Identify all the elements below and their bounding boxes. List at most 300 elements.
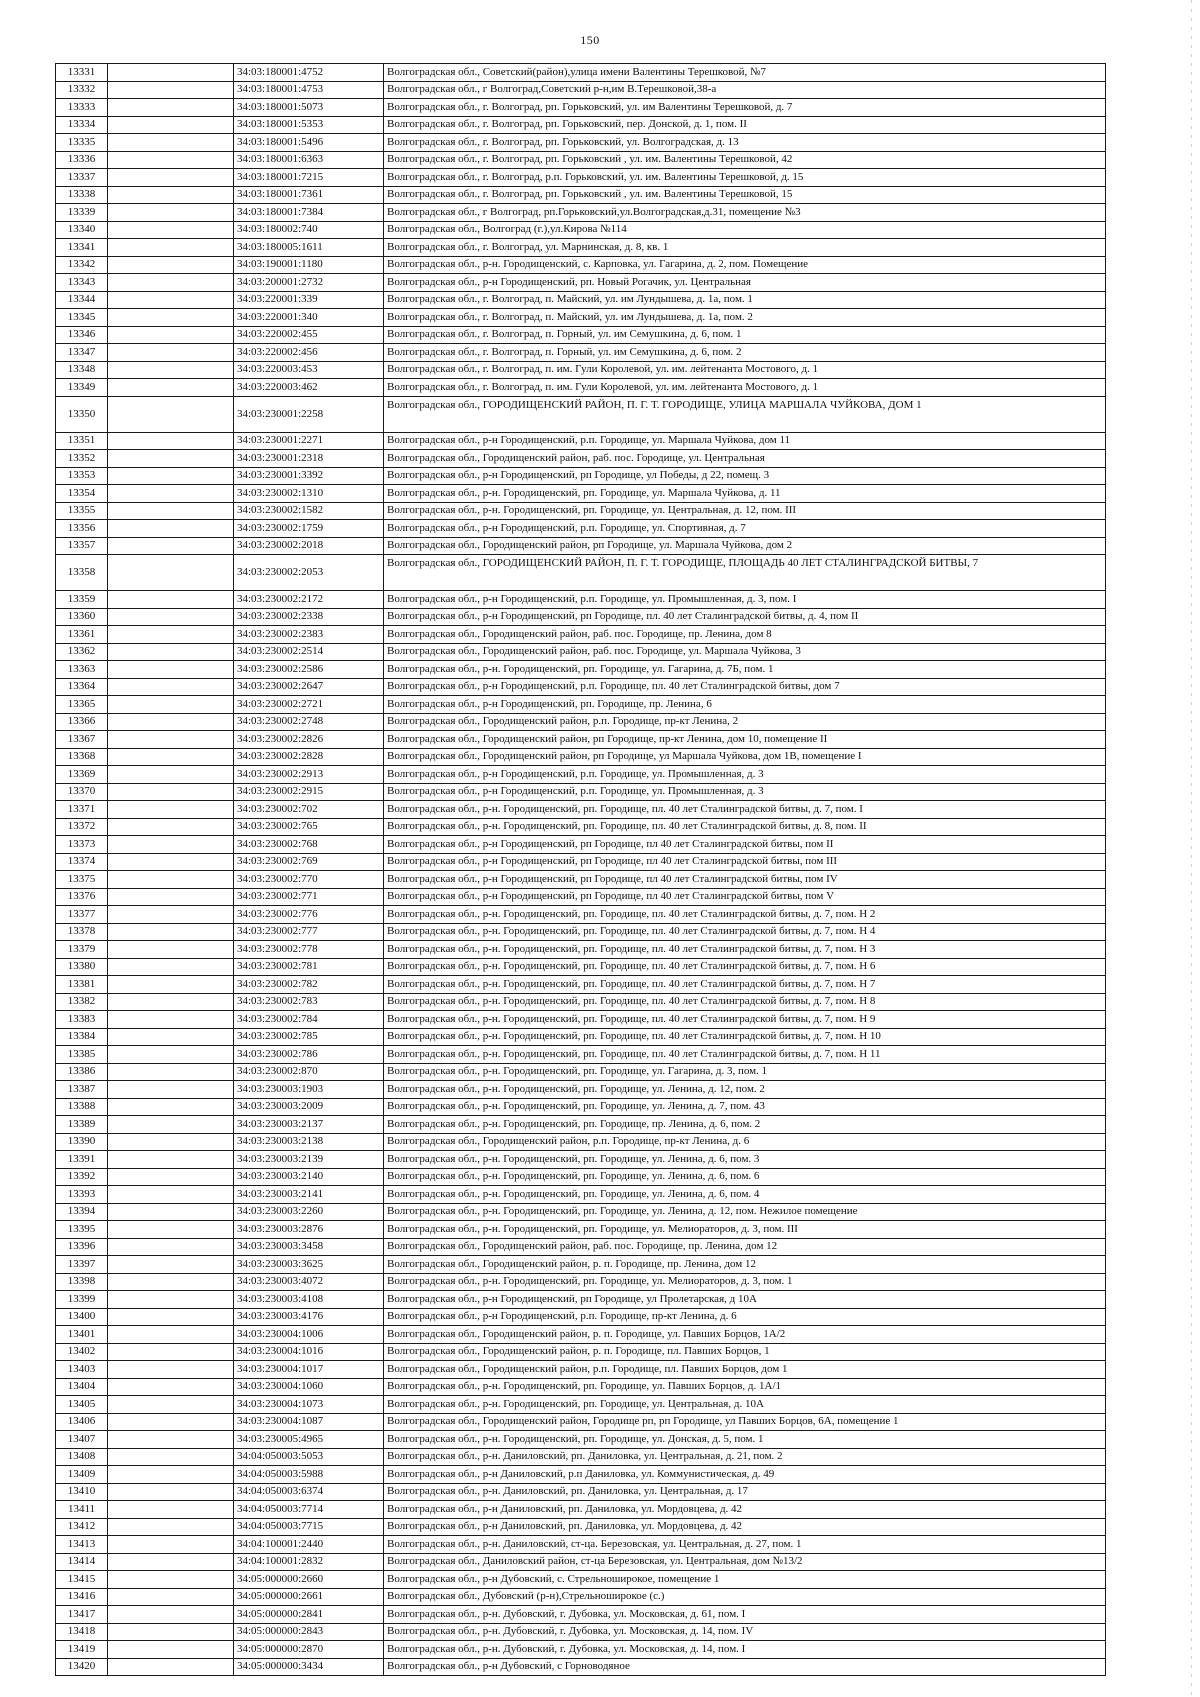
row-number: 13336 [56, 151, 108, 169]
blank-cell [108, 1466, 234, 1484]
address-cell: Волгоградская обл., р-н Даниловский, р.п Даниловка, ул. Коммунистическая, д. 49 [384, 1466, 1106, 1484]
address-cell: Волгоградская обл., Городищенский район, р. п. Городище, пл. Павших Борцов, 1 [384, 1343, 1106, 1361]
cadastral-number: 34:03:230005:4965 [234, 1431, 384, 1449]
blank-cell [108, 1203, 234, 1221]
row-number: 13368 [56, 748, 108, 766]
cadastral-number: 34:03:230002:1582 [234, 502, 384, 520]
address-cell: Волгоградская обл., г. Волгоград, п. Майский, ул. им Лундышева, д. 1а, пом. 2 [384, 309, 1106, 327]
blank-cell [108, 941, 234, 959]
blank-cell [108, 1063, 234, 1081]
cadastral-number: 34:03:230004:1073 [234, 1396, 384, 1414]
blank-cell [108, 116, 234, 134]
table-row [56, 1396, 1106, 1414]
cadastral-number: 34:03:190001:1180 [234, 256, 384, 274]
address-cell: Волгоградская обл., г. Волгоград, ул. Марнинская, д. 8, кв. 1 [384, 239, 1106, 257]
row-number: 13342 [56, 256, 108, 274]
address-cell: Волгоградская обл., г. Волгоград, п. Горный, ул. им Семушкина, д. 6, пом. 1 [384, 326, 1106, 344]
table-row [56, 134, 1106, 152]
blank-cell [108, 467, 234, 485]
blank-cell [108, 1361, 234, 1379]
row-number: 13408 [56, 1448, 108, 1466]
blank-cell [108, 1571, 234, 1589]
cadastral-number: 34:03:230002:2338 [234, 608, 384, 626]
table-row [56, 1011, 1106, 1029]
cadastral-number: 34:03:230003:2138 [234, 1133, 384, 1151]
address-cell: Волгоградская обл., г. Волгоград, п. им. Гули Королевой, ул. им. лейтенанта Мостового, д. 1 [384, 361, 1106, 379]
address-cell: Волгоградская обл., р-н. Городищенский, рп. Городище, ул. Донская, д. 5, пом. 1 [384, 1431, 1106, 1449]
cadastral-number: 34:03:220003:453 [234, 361, 384, 379]
table-row [56, 520, 1106, 538]
cadastral-number: 34:03:230003:2137 [234, 1116, 384, 1134]
blank-cell [108, 766, 234, 784]
table-row [56, 1483, 1106, 1501]
blank-cell [108, 888, 234, 906]
blank-cell [108, 906, 234, 924]
row-number: 13413 [56, 1536, 108, 1554]
cadastral-number: 34:03:180001:5496 [234, 134, 384, 152]
row-number: 13345 [56, 309, 108, 327]
cadastral-number: 34:03:230002:782 [234, 976, 384, 994]
cadastral-number: 34:04:050003:5053 [234, 1448, 384, 1466]
table-row [56, 1291, 1106, 1309]
table-row [56, 274, 1106, 292]
address-cell: Волгоградская обл., р-н Городищенский, р.п. Городище, пл. 40 лет Сталинградской битвы, дом 7 [384, 678, 1106, 696]
blank-cell [108, 204, 234, 222]
blank-cell [108, 326, 234, 344]
cadastral-number: 34:03:230003:2139 [234, 1151, 384, 1169]
blank-cell [108, 537, 234, 555]
table-row [56, 678, 1106, 696]
table-row [56, 169, 1106, 187]
table-row [56, 1221, 1106, 1239]
cadastral-number: 34:05:000000:2870 [234, 1641, 384, 1659]
blank-cell [108, 1116, 234, 1134]
row-number: 13352 [56, 450, 108, 468]
address-cell: Волгоградская обл., Советский(район),улица имени Валентины Терешковой, №7 [384, 64, 1106, 82]
blank-cell [108, 1186, 234, 1204]
row-number: 13391 [56, 1151, 108, 1169]
row-number: 13392 [56, 1168, 108, 1186]
cadastral-number: 34:03:230003:1903 [234, 1081, 384, 1099]
blank-cell [108, 748, 234, 766]
address-cell: Волгоградская обл., р-н. Городищенский, рп. Городище, ул. Ленина, д. 6, пом. 4 [384, 1186, 1106, 1204]
cadastral-number: 34:03:180001:6363 [234, 151, 384, 169]
cadastral-number: 34:03:230003:4176 [234, 1308, 384, 1326]
row-number: 13383 [56, 1011, 108, 1029]
blank-cell [108, 221, 234, 239]
row-number: 13359 [56, 591, 108, 609]
row-number: 13386 [56, 1063, 108, 1081]
blank-cell [108, 1291, 234, 1309]
cadastral-number: 34:03:230004:1060 [234, 1378, 384, 1396]
table-row [56, 221, 1106, 239]
table-row [56, 1028, 1106, 1046]
address-cell: Волгоградская обл., р-н Городищенский, р.п. Городище, ул. Спортивная, д. 7 [384, 520, 1106, 538]
blank-cell [108, 1623, 234, 1641]
row-number: 13410 [56, 1483, 108, 1501]
row-number: 13362 [56, 643, 108, 661]
row-number: 13341 [56, 239, 108, 257]
table-row [56, 958, 1106, 976]
row-number: 13353 [56, 467, 108, 485]
address-cell: Волгоградская обл., г. Волгоград, рп. Горьковский, пер. Донской, д. 1, пом. II [384, 116, 1106, 134]
cadastral-number: 34:03:230002:2514 [234, 643, 384, 661]
cadastral-number: 34:03:230002:765 [234, 818, 384, 836]
table-row [56, 1238, 1106, 1256]
address-cell: Волгоградская обл., р-н. Городищенский, рп. Городище, ул. Маршала Чуйкова, д. 11 [384, 485, 1106, 503]
row-number: 13358 [56, 555, 108, 591]
cadastral-number: 34:03:230002:769 [234, 853, 384, 871]
table-row [56, 1553, 1106, 1571]
blank-cell [108, 502, 234, 520]
table-row [56, 1658, 1106, 1676]
cadastral-number: 34:03:180001:5073 [234, 99, 384, 117]
blank-cell [108, 1378, 234, 1396]
address-cell: Волгоградская обл., р-н. Дубовский, г. Дубовка, ул. Московская, д. 14, пом. I [384, 1641, 1106, 1659]
table-row [56, 748, 1106, 766]
blank-cell [108, 485, 234, 503]
row-number: 13374 [56, 853, 108, 871]
cadastral-number: 34:03:230002:2647 [234, 678, 384, 696]
table-row [56, 379, 1106, 397]
row-number: 13407 [56, 1431, 108, 1449]
address-cell: Волгоградская обл., р-н. Городищенский, рп. Городище, пл. 40 лет Сталинградской битвы, д. 7, пом. Н 2 [384, 906, 1106, 924]
address-cell: Волгоградская обл., Волгоград (г.),ул.Кирова №114 [384, 221, 1106, 239]
cadastral-number: 34:03:230002:2826 [234, 731, 384, 749]
address-cell: Волгоградская обл., р-н. Городищенский, рп. Городище, ул. Ленина, д. 12, пом. 2 [384, 1081, 1106, 1099]
address-cell: Волгоградская обл., Дубовский (р-н),Стрельноширокое (с.) [384, 1588, 1106, 1606]
address-cell: Волгоградская обл., р-н Городищенский, р.п. Городище, ул. Маршала Чуйкова, дом 11 [384, 432, 1106, 450]
cadastral-number: 34:04:050003:5988 [234, 1466, 384, 1484]
table-row [56, 256, 1106, 274]
blank-cell [108, 1168, 234, 1186]
address-cell: Волгоградская обл., р-н. Городищенский, рп. Городище, пл. 40 лет Сталинградской битвы, д. 7, пом. Н 6 [384, 958, 1106, 976]
row-number: 13389 [56, 1116, 108, 1134]
cadastral-number: 34:03:230003:4108 [234, 1291, 384, 1309]
table-row [56, 1448, 1106, 1466]
blank-cell [108, 361, 234, 379]
address-cell: Волгоградская обл., р-н. Городищенский, рп. Городище, пл. 40 лет Сталинградской битвы, д. 7, пом. Н 8 [384, 993, 1106, 1011]
cadastral-number: 34:03:230004:1016 [234, 1343, 384, 1361]
blank-cell [108, 1133, 234, 1151]
table-row [56, 361, 1106, 379]
table-row [56, 906, 1106, 924]
cadastral-number: 34:03:180001:4752 [234, 64, 384, 82]
cadastral-number: 34:03:180001:7215 [234, 169, 384, 187]
row-number: 13390 [56, 1133, 108, 1151]
address-cell: Волгоградская обл., р-н. Городищенский, рп. Городище, ул. Ленина, д. 6, пом. 6 [384, 1168, 1106, 1186]
table-row [56, 1098, 1106, 1116]
row-number: 13334 [56, 116, 108, 134]
address-cell: Волгоградская обл., р-н Городищенский, р.п. Городище, ул. Промышленная, д. 3 [384, 783, 1106, 801]
cadastral-number: 34:03:230004:1017 [234, 1361, 384, 1379]
table-row [56, 1501, 1106, 1519]
table-row [56, 99, 1106, 117]
row-number: 13375 [56, 871, 108, 889]
blank-cell [108, 1448, 234, 1466]
table-row [56, 1151, 1106, 1169]
table-row [56, 1133, 1106, 1151]
blank-cell [108, 923, 234, 941]
row-number: 13331 [56, 64, 108, 82]
address-cell: Волгоградская обл., р-н Городищенский, рп Городище, пл 40 лет Сталинградской битвы, пом V [384, 888, 1106, 906]
cadastral-number: 34:03:230001:2318 [234, 450, 384, 468]
blank-cell [108, 643, 234, 661]
address-cell: Волгоградская обл., ГОРОДИЩЕНСКИЙ РАЙОН, П. Г. Т. ГОРОДИЩЕ, УЛИЦА МАРШАЛА ЧУЙКОВА, ДОМ 1 [384, 396, 1106, 432]
table-row [56, 713, 1106, 731]
row-number: 13395 [56, 1221, 108, 1239]
address-cell: Волгоградская обл., р-н. Городищенский, рп. Городище, ул. Мелиораторов, д. 3, пом. III [384, 1221, 1106, 1239]
blank-cell [108, 1553, 234, 1571]
blank-cell [108, 151, 234, 169]
table-row [56, 291, 1106, 309]
row-number: 13357 [56, 537, 108, 555]
table-row [56, 1081, 1106, 1099]
table-row [56, 783, 1106, 801]
table-row [56, 661, 1106, 679]
table-row [56, 116, 1106, 134]
blank-cell [108, 1011, 234, 1029]
table-row [56, 1168, 1106, 1186]
blank-cell [108, 958, 234, 976]
address-cell: Волгоградская обл., р-н. Дубовский, г. Дубовка, ул. Московская, д. 61, пом. I [384, 1606, 1106, 1624]
table-row [56, 186, 1106, 204]
address-cell: Волгоградская обл., г. Волгоград, п. Горный, ул. им Семушкина, д. 6, пом. 2 [384, 344, 1106, 362]
table-row [56, 923, 1106, 941]
table-row [56, 731, 1106, 749]
blank-cell [108, 1396, 234, 1414]
table-row [56, 818, 1106, 836]
table-row [56, 941, 1106, 959]
row-number: 13360 [56, 608, 108, 626]
address-cell: Волгоградская обл., р-н. Городищенский, рп. Городище, пл. 40 лет Сталинградской битвы, д. 8, пом. II [384, 818, 1106, 836]
address-cell: Волгоградская обл., р-н. Городищенский, рп. Городище, ул. Павших Борцов, д. 1А/1 [384, 1378, 1106, 1396]
cadastral-number: 34:03:230002:702 [234, 801, 384, 819]
row-number: 13380 [56, 958, 108, 976]
cadastral-number: 34:03:230001:3392 [234, 467, 384, 485]
row-number: 13393 [56, 1186, 108, 1204]
blank-cell [108, 1238, 234, 1256]
blank-cell [108, 661, 234, 679]
table-row [56, 1536, 1106, 1554]
row-number: 13402 [56, 1343, 108, 1361]
table-row [56, 1623, 1106, 1641]
blank-cell [108, 591, 234, 609]
table-row [56, 1273, 1106, 1291]
row-number: 13414 [56, 1553, 108, 1571]
table-row [56, 502, 1106, 520]
row-number: 13378 [56, 923, 108, 941]
blank-cell [108, 1658, 234, 1676]
blank-cell [108, 853, 234, 871]
blank-cell [108, 239, 234, 257]
cadastral-number: 34:03:180001:7361 [234, 186, 384, 204]
blank-cell [108, 696, 234, 714]
blank-cell [108, 1501, 234, 1519]
address-cell: Волгоградская обл., р-н. Даниловский, рп. Даниловка, ул. Центральная, д. 21, пом. 2 [384, 1448, 1106, 1466]
blank-cell [108, 1518, 234, 1536]
blank-cell [108, 64, 234, 82]
blank-cell [108, 520, 234, 538]
address-cell: Волгоградская обл., р-н Даниловский, рп. Даниловка, ул. Мордовцева, д. 42 [384, 1518, 1106, 1536]
address-cell: Волгоградская обл., Городищенский район, раб. пос. Городище, пр. Ленина, дом 8 [384, 626, 1106, 644]
row-number: 13369 [56, 766, 108, 784]
cadastral-number: 34:05:000000:2660 [234, 1571, 384, 1589]
table-row [56, 1203, 1106, 1221]
cadastral-number: 34:03:230002:2913 [234, 766, 384, 784]
address-cell: Волгоградская обл., р-н. Городищенский, рп. Городище, ул. Центральная, д. 12, пом. III [384, 502, 1106, 520]
address-cell: Волгоградская обл., Городищенский район, рп Городище, пр-кт Ленина, дом 10, помещение II [384, 731, 1106, 749]
blank-cell [108, 1483, 234, 1501]
cadastral-number: 34:03:230004:1087 [234, 1413, 384, 1431]
address-cell: Волгоградская обл., р-н Даниловский, рп. Даниловка, ул. Мордовцева, д. 42 [384, 1501, 1106, 1519]
row-number: 13400 [56, 1308, 108, 1326]
registry-body [56, 64, 1106, 1676]
row-number: 13384 [56, 1028, 108, 1046]
blank-cell [108, 1221, 234, 1239]
cadastral-number: 34:03:220002:456 [234, 344, 384, 362]
cadastral-number: 34:05:000000:2843 [234, 1623, 384, 1641]
blank-cell [108, 186, 234, 204]
address-cell: Волгоградская обл., р-н Дубовский, с Горноводяное [384, 1658, 1106, 1676]
row-number: 13350 [56, 396, 108, 432]
table-row [56, 467, 1106, 485]
address-cell: Волгоградская обл., р-н Городищенский, р.п. Городище, ул. Промышленная, д. 3, пом. I [384, 591, 1106, 609]
address-cell: Волгоградская обл., г Волгоград, рп.Горьковский,ул.Волгоградская,д.31, помещение №3 [384, 204, 1106, 222]
cadastral-number: 34:03:230002:784 [234, 1011, 384, 1029]
row-number: 13363 [56, 661, 108, 679]
address-cell: Волгоградская обл., р-н Городищенский, рп Городище, ул Пролетарская, д 10А [384, 1291, 1106, 1309]
row-number: 13337 [56, 169, 108, 187]
cadastral-number: 34:03:230001:2258 [234, 396, 384, 432]
row-number: 13346 [56, 326, 108, 344]
table-row [56, 81, 1106, 99]
blank-cell [108, 1606, 234, 1624]
address-cell: Волгоградская обл., р-н. Городищенский, рп. Городище, пл. 40 лет Сталинградской битвы, д. 7, пом. Н 7 [384, 976, 1106, 994]
address-cell: Волгоградская обл., р-н. Городищенский, рп. Городище, ул. Гагарина, д. 3, пом. 1 [384, 1063, 1106, 1081]
blank-cell [108, 976, 234, 994]
row-number: 13399 [56, 1291, 108, 1309]
address-cell: Волгоградская обл., г. Волгоград, рп. Горьковский, ул. им Валентины Терешковой, д. 7 [384, 99, 1106, 117]
table-row [56, 766, 1106, 784]
row-number: 13394 [56, 1203, 108, 1221]
address-cell: Волгоградская обл., р-н Дубовский, с. Стрельноширокое, помещение 1 [384, 1571, 1106, 1589]
row-number: 13355 [56, 502, 108, 520]
table-row [56, 64, 1106, 82]
blank-cell [108, 678, 234, 696]
address-cell: Волгоградская обл., р-н Городищенский, рп Городище, пл. 40 лет Сталинградской битвы, д. 4, пом II [384, 608, 1106, 626]
blank-cell [108, 871, 234, 889]
table-row [56, 1361, 1106, 1379]
address-cell: Волгоградская обл., р-н Городищенский, рп. Городище, пр. Ленина, 6 [384, 696, 1106, 714]
row-number: 13401 [56, 1326, 108, 1344]
row-number: 13416 [56, 1588, 108, 1606]
row-number: 13339 [56, 204, 108, 222]
row-number: 13415 [56, 1571, 108, 1589]
table-row [56, 1518, 1106, 1536]
cadastral-number: 34:03:230002:2053 [234, 555, 384, 591]
blank-cell [108, 1273, 234, 1291]
row-number: 13381 [56, 976, 108, 994]
table-row [56, 1588, 1106, 1606]
cadastral-number: 34:03:230003:4072 [234, 1273, 384, 1291]
cadastral-number: 34:03:180002:740 [234, 221, 384, 239]
row-number: 13405 [56, 1396, 108, 1414]
row-number: 13333 [56, 99, 108, 117]
table-row [56, 1063, 1106, 1081]
table-row [56, 853, 1106, 871]
cadastral-number: 34:03:230001:2271 [234, 432, 384, 450]
row-number: 13354 [56, 485, 108, 503]
cadastral-number: 34:03:230002:776 [234, 906, 384, 924]
blank-cell [108, 1431, 234, 1449]
blank-cell [108, 608, 234, 626]
row-number: 13412 [56, 1518, 108, 1536]
row-number: 13347 [56, 344, 108, 362]
cadastral-number: 34:03:180001:4753 [234, 81, 384, 99]
address-cell: Волгоградская обл., г. Волгоград, рп. Горьковский, ул. Волгоградская, д. 13 [384, 134, 1106, 152]
cadastral-number: 34:04:050003:7714 [234, 1501, 384, 1519]
address-cell: Волгоградская обл., Городищенский район, р.п. Городище, пр-кт Ленина, 2 [384, 713, 1106, 731]
table-row [56, 696, 1106, 714]
blank-cell [108, 169, 234, 187]
address-cell: Волгоградская обл., р-н. Городищенский, рп. Городище, пр. Ленина, д. 6, пом. 2 [384, 1116, 1106, 1134]
table-row [56, 1431, 1106, 1449]
cadastral-number: 34:03:230002:1310 [234, 485, 384, 503]
table-row [56, 1186, 1106, 1204]
table-row [56, 801, 1106, 819]
address-cell: Волгоградская обл., р-н Городищенский, рп Городище, пл 40 лет Сталинградской битвы, пом IV [384, 871, 1106, 889]
blank-cell [108, 1151, 234, 1169]
table-row [56, 1116, 1106, 1134]
blank-cell [108, 309, 234, 327]
row-number: 13371 [56, 801, 108, 819]
blank-cell [108, 1046, 234, 1064]
cadastral-number: 34:03:230003:2260 [234, 1203, 384, 1221]
table-row [56, 309, 1106, 327]
cadastral-number: 34:03:230002:870 [234, 1063, 384, 1081]
cadastral-number: 34:03:230002:786 [234, 1046, 384, 1064]
row-number: 13396 [56, 1238, 108, 1256]
blank-cell [108, 81, 234, 99]
blank-cell [108, 818, 234, 836]
row-number: 13340 [56, 221, 108, 239]
blank-cell [108, 1343, 234, 1361]
cadastral-number: 34:03:230002:778 [234, 941, 384, 959]
cadastral-number: 34:03:230002:2748 [234, 713, 384, 731]
cadastral-number: 34:03:180001:7384 [234, 204, 384, 222]
table-row [56, 993, 1106, 1011]
address-cell: Волгоградская обл., р-н Городищенский, р.п. Городище, ул. Промышленная, д. 3 [384, 766, 1106, 784]
cadastral-number: 34:03:220001:340 [234, 309, 384, 327]
table-row [56, 326, 1106, 344]
table-row [56, 1606, 1106, 1624]
table-row [56, 1326, 1106, 1344]
address-cell: Волгоградская обл., г. Волгоград, р.п. Горьковский, ул. им. Валентины Терешковой, д. 15 [384, 169, 1106, 187]
address-cell: Волгоградская обл., р-н Городищенский, рп. Новый Рогачик, ул. Центральная [384, 274, 1106, 292]
address-cell: Волгоградская обл., р-н. Городищенский, рп. Городище, ул. Центральная, д. 10А [384, 1396, 1106, 1414]
address-cell: Волгоградская обл., Городищенский район, р. п. Городище, пр. Ленина, дом 12 [384, 1256, 1106, 1274]
cadastral-number: 34:03:230003:2009 [234, 1098, 384, 1116]
cadastral-number: 34:03:220002:455 [234, 326, 384, 344]
blank-cell [108, 1326, 234, 1344]
cadastral-number: 34:03:220001:339 [234, 291, 384, 309]
table-row [56, 555, 1106, 591]
row-number: 13332 [56, 81, 108, 99]
cadastral-number: 34:03:230002:2586 [234, 661, 384, 679]
row-number: 13409 [56, 1466, 108, 1484]
cadastral-number: 34:03:230003:2141 [234, 1186, 384, 1204]
